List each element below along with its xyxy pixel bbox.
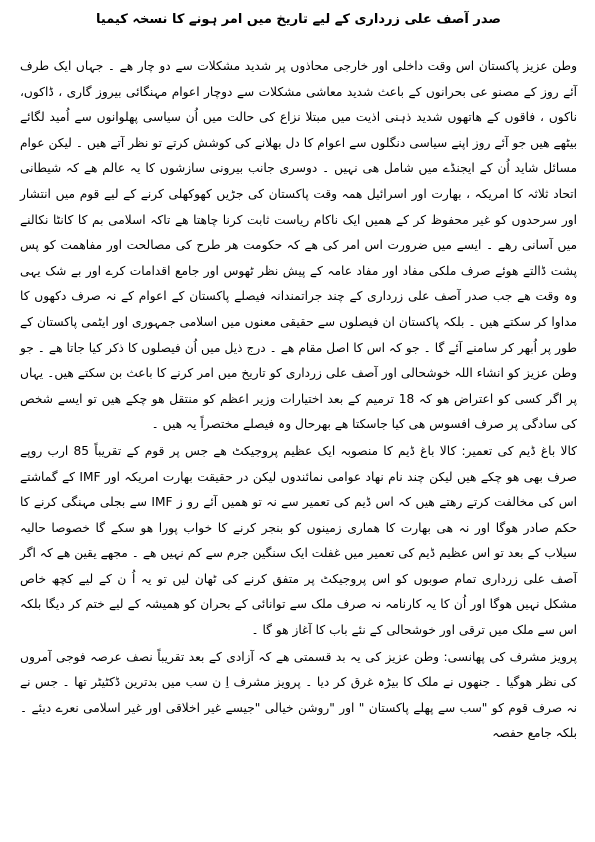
paragraph-intro: وطن عزیز پاکستان اس وقت داخلی اور خارجی محاذوں پر شدید مشکلات سے دو چار ھے ۔ جہاں ایک طرف آئے روز کے مصنو عی بحرانوں کے باعث شدید معاشی مشکلات سے دوچار اعوام مہنگائی بیروز گاری ، ڈاکوں، ناکوں ، فاقوں کے ھاتھوں شدید ذہنی اذیت میں مبتلا نزاع کی حالت میں اُن سیاسی پھلوانوں سے اُمید لگائے بیٹھے ھیں جو آئے روز اپنے سیاسی دنگلوں سے اعوام کا دل بھلانے کی کوشش کرتے تو نظر آتے ھیں ۔ لیکن عوام مسائل شاید اُن کے ایجنڈے میں شامل ھی نہیں ۔ دوسری جانب بیرونی سازشوں کا یہ عالم ھے کہ شیطانی اتحاد ثلاثہ کا امریکہ ، بھارت اور اسرائیل ھمہ وقت پاکستان کی جڑیں کھوکھلی کرنے کے لیے قوم میں انتشار اور سرحدوں کو غیر محفوظ کر کے ھمیں ایک ناکام ریاست ثابت کرنا چاھتا ھے تاکہ اسلامی بم کا کانٹا نکالنے میں آسانی رھے ۔ ایسے میں ضرورت اس امر کی ھے کہ حکومت ھر طرح کی مصالحت اور مفاھمت کو پس پشت ڈالتے ھوئے صرف ملکی مفاد اور مفاد عامہ کے پیش نظر ٹھوس اور جامع اقدامات کرے اور بے شک یہی وہ وقت ھے جب صدر آصف علی زرداری کے چند جراتمندانہ فیصلے پاکستان کے اعوام کے نہ صرف دکھوں کا مداوا کر سکتے ھیں ۔ بلکہ پاکستان ان فیصلوں سے حقیقی معنوں میں اسلامی جمہوری اور ایٹمی پاکستان کے طور پر اُبھر کر سامنے آئے گا ۔ جو کہ اس کا اصل مقام ھے ۔ درج ذیل میں اُن فیصلوں کا ذکر کیا جاتا ھے ۔ جو وطن عزیز کو انشاء اللہ خوشحالی اور آصف علی زرداری کو تاریخ میں امر کرنے کا باعث بن سکتے ھیں۔ یہاں پر اگر کسی کو اعتراض ھو کہ 18 ترمیم کے بعد اختیارات وزیر اعظم کو منتقل ھو چکے ھیں تو ایسے شخص کی سادگی پر صرف افسوس ھی کیا جاسکتا ھے بھرحال وہ فیصلے مختصراً یہ ھیں ۔ xyxy=(20,59,577,432)
paragraph-musharraf: پرویز مشرف کی پھانسی: وطن عزیز کی یہ بد قسمتی ھے کہ آزادی کے بعد تقریباً نصف عرصہ فوجی آمروں کی نظر ھوگیا ۔ جنھوں نے ملک کا بیڑہ غرق کر دیا ۔ پرویز مشرف اِ ن سب میں بدترین ڈکٹیٹر تھا ۔ جس نے نہ صرف قوم کو "سب سے پھلے پاکستان " اور "روشن خیالی "جیسے غیر اخلاقی اور غیر اسلامی نعرے دیئے ۔ بلکہ جامع حفصہ xyxy=(20,649,577,741)
paragraph-kalabagh-dam: کالا باغ ڈیم کی تعمیر: کالا باغ ڈیم کا منصوبہ ایک عظیم پروجیکٹ ھے جس پر قوم کے تقریباً 85 ارب روپے صرف بھی ھو چکے ھیں لیکن چند نام نھاد عوامی نمائندوں لیکن در حقیقت بھارت امریکہ اور IMF کے گماشتے اس کی مخالفت کرتے رھتے ھیں کہ اس ڈیم کی تعمیر سے نہ تو ھمیں آئے رو ز IMF سے بجلی مہنگی کرنے کا حکم صادر ھوگا اور نہ ھی بھارت کا ھماری زمینوں کو بنجر کرنے کا خواب پورا ھو سکے گا خصوصا حالیہ سیلاب کے بعد تو اس عظیم ڈیم کی تعمیر میں غفلت ایک سنگین جرم سے کم نہیں ھے ۔ مجھے یقین ھے کہ اگر آصف علی زرداری تمام صوبوں کو اس پروجیکٹ پر متفق کرنے کی ٹھان لیں تو یہ اُ ن کے لیے کچھ خاص مشکل نہیں ھوگا اور اُن کا یہ کارنامہ نہ صرف ملک سے توانائی کے بحران کو ھمیشہ کے لیے ختم کر دیگا بلکہ اس سے ملک میں ترقی اور خوشحالی کے نئے باب کا آغاز ھو گا ۔ xyxy=(20,443,577,638)
page-title: صدر آصف علی زرداری کے لیے تاریخ میں امر ہونے کا نسخہ کیمیا xyxy=(96,12,501,27)
